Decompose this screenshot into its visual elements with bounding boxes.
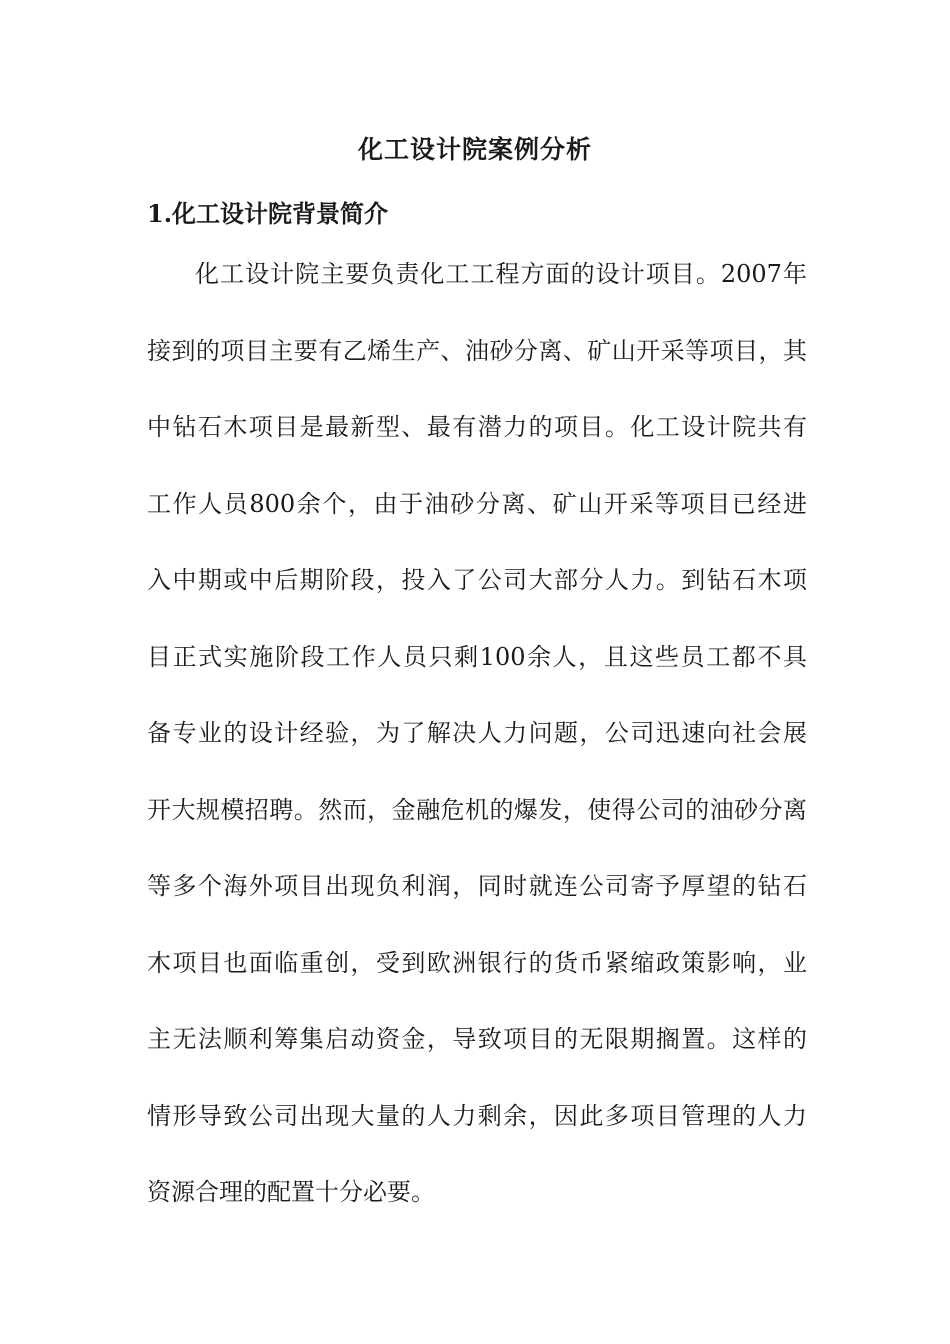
body-paragraph xyxy=(147,256,807,1251)
paragraph-line: 开大规模招聘。然而，金融危机的爆发，使得公司的油砂分离 xyxy=(147,795,807,824)
paragraph-line: 入中期或中后期阶段，投入了公司大部分人力。到钻石木项 xyxy=(147,566,807,594)
paragraph-line: 木项目也面临重创，受到欧洲银行的货币紧缩政策影响，业 xyxy=(147,948,807,977)
paragraph-line: 接到的项目主要有乙烯生产、油砂分离、矿山开采等项目，其 xyxy=(147,336,807,365)
paragraph-line: 工作人员800余个，由于油砂分离、矿山开采等项目已经进 xyxy=(147,489,807,518)
paragraph-line: 主无法顺利筹集启动资金，导致项目的无限期搁置。这样的 xyxy=(147,1025,807,1053)
paragraph-line: 资源合理的配置十分必要。 xyxy=(147,1178,435,1206)
document-title: 化工设计院案例分析 xyxy=(357,135,592,164)
section-heading: 1.化工设计院背景简介 xyxy=(147,199,389,228)
paragraph-line: 等多个海外项目出现负利润，同时就连公司寄予厚望的钻石 xyxy=(147,872,807,900)
paragraph-line: 备专业的设计经验，为了解决人力问题，公司迅速向社会展 xyxy=(147,719,807,747)
paragraph-line: 目正式实施阶段工作人员只剩100余人，且这些员工都不具 xyxy=(147,642,807,671)
paragraph-line: 化工设计院主要负责化工工程方面的设计项目。2007年 xyxy=(195,260,807,288)
paragraph-line: 情形导致公司出现大量的人力剩余，因此多项目管理的人力 xyxy=(147,1101,807,1130)
paragraph-line: 中钻石木项目是最新型、最有潜力的项目。化工设计院共有 xyxy=(147,413,807,441)
